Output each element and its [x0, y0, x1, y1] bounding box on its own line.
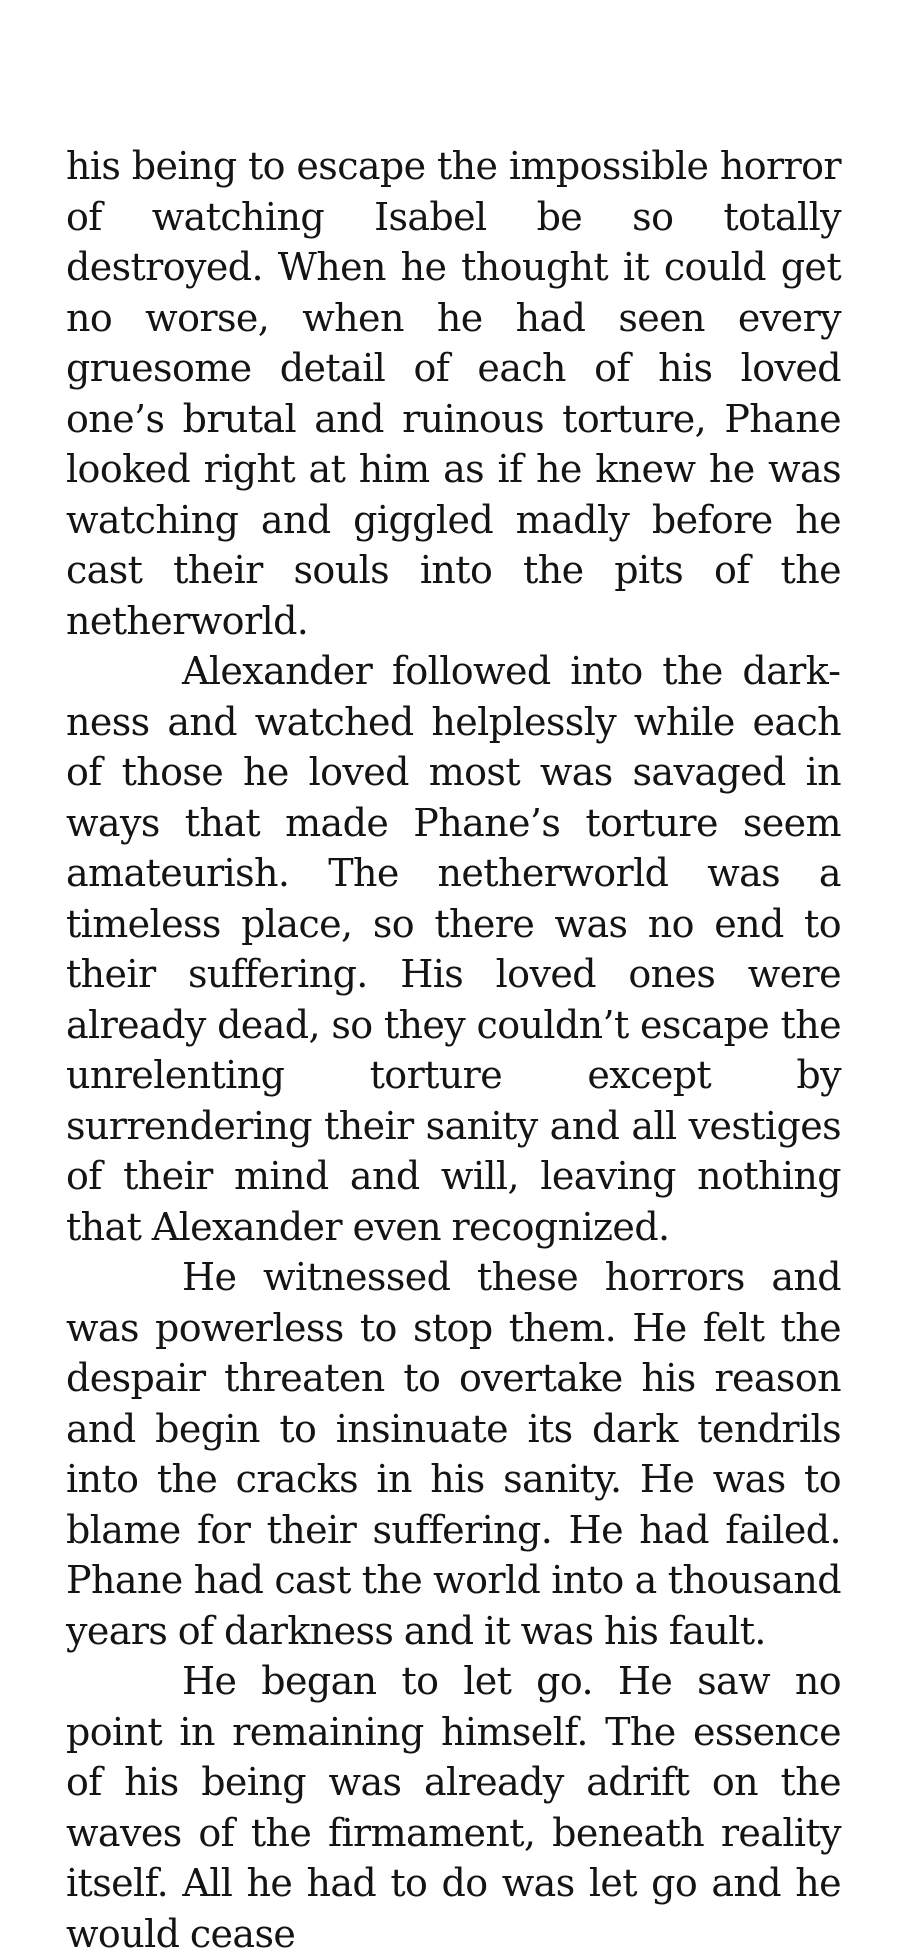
- paragraph-4: He began to let go. He saw no point in remaining himself. The essence of his being was already adrift on the waves of the firmament, beneath reality itself. All he had to do was let go and he would cease: [66, 1659, 841, 1956]
- paragraph-2: Alexander followed into the darkness and watched helplessly while each of those he loved most was savaged in ways that made Phane’s torture seem amateurish. The netherworld was a timeless place, so there was no end to their suffering. His loved ones were already dead, so they couldn’t escape the unrelenting torture except by surrendering their sanity and all vestiges of their mind and will, leaving nothing that Alexander even recognized.: [66, 649, 841, 1249]
- book-page: [66, 141, 841, 1959]
- paragraph-3: He witnessed these horrors and was powerless to stop them. He felt the despair threaten to overtake his reason and begin to insinuate its dark tendrils into the cracks in his sanity. He was to blame for their suffering. He had failed. Phane had cast the world into a thousand years of darkness and it was his fault.: [66, 1255, 841, 1653]
- paragraph-1: his being to escape the impossible horror of watching Isabel be so totally destroyed. When he thought it could get no worse, when he had seen every gruesome detail of each of his loved one’s brutal and ruinous torture, Phane looked right at him as if he knew he was watching and giggled madly before he cast their souls into the pits of the netherworld.: [66, 144, 841, 643]
